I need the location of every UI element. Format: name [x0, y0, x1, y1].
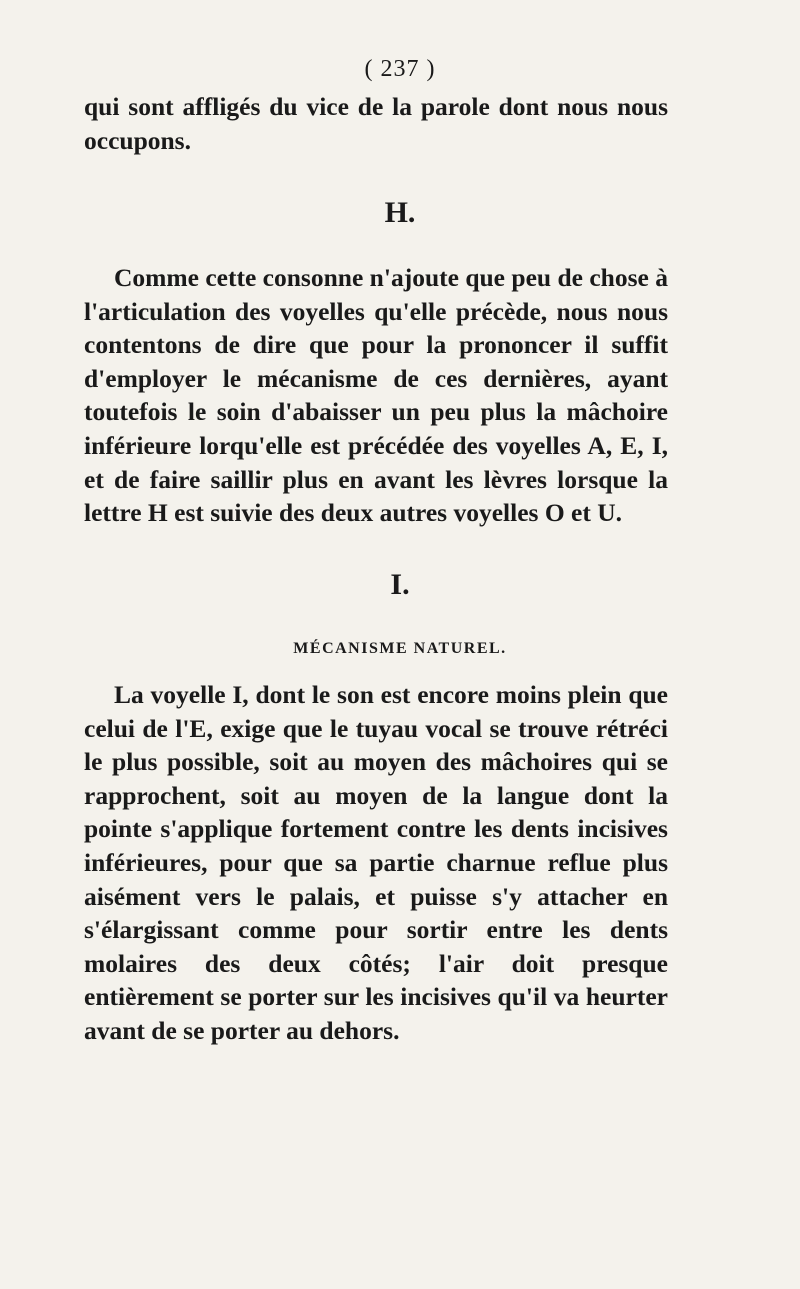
section-heading-h: H. — [384, 196, 416, 229]
section-subheading: MÉCANISME NATUREL. — [293, 640, 507, 657]
section-i-body — [84, 678, 668, 1048]
section-h-body — [84, 261, 668, 530]
intro-text — [84, 90, 668, 157]
section-i-paragraph: La voyelle I, dont le son est encore moins plein que celui de l'E, exige que le tuyau vocal se trouve rétréci le plus possible, soit au moyen des mâchoires qui se rapprochent, soit au moyen de la langue dont la pointe s'applique fortement contre les dents incisives inférieures, pour que sa partie charnue reflue plus aisément vers le palais, et puisse s'y attacher en s'élargissant comme pour sortir entre les dents molaires des deux côtés; l'air doit presque entièrement se porter sur les incisives qu'il va heurter avant de se porter au dehors. — [84, 680, 668, 1045]
intro-paragraph: qui sont affligés du vice de la parole dont nous nous occupons. — [84, 92, 668, 155]
section-heading-i: I. — [390, 568, 410, 601]
page-number: ( 237 ) — [364, 56, 436, 82]
section-h-paragraph: Comme cette consonne n'ajoute que peu de chose à l'articulation des voyelles qu'elle précède, nous nous contentons de dire que pour la prononcer il suffit d'employer le mécanisme de ces dernières, ayant toutefois le soin d'abaisser un peu plus la mâchoire inférieure lorqu'elle est précédée des voyelles A, E, I, et de faire saillir plus en avant les lèvres lorsque la lettre H est suivie des deux autres voyelles O et U. — [84, 263, 668, 528]
